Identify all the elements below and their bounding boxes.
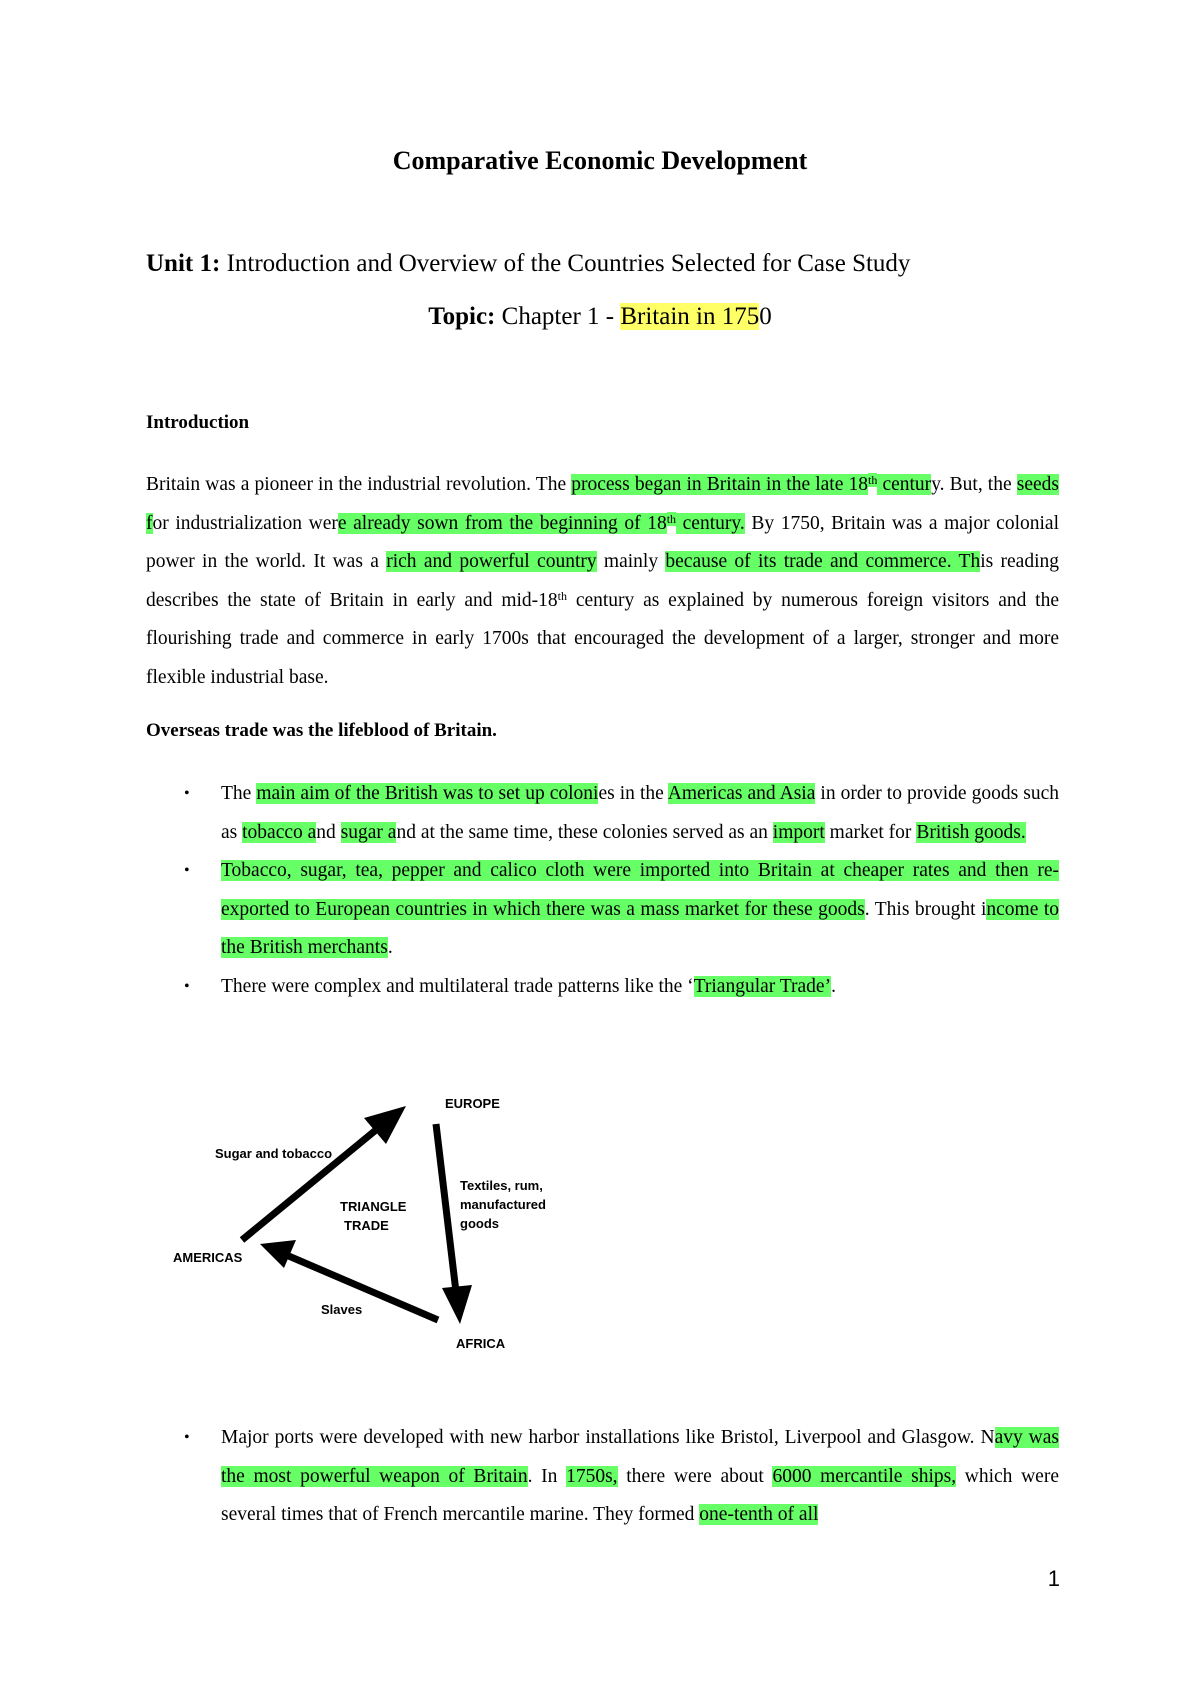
list-item: • Tobacco, sugar, tea, pepper and calico cloth were imported into Britain at cheaper rates and then re-exported to European countries in which there was a mass market for these goods. This brought income to the British merchants. — [146, 852, 1059, 968]
ports-bullet-list — [146, 1419, 1059, 1535]
unit-text: Introduction and Overview of the Countries Selected for Case Study — [220, 250, 911, 277]
textiles-label-line2: manufactured — [460, 1197, 546, 1212]
slaves-label: Slaves — [321, 1302, 363, 1317]
overseas-heading: Overseas trade was the lifeblood of Britain. — [146, 720, 497, 741]
textiles-label-line1: Textiles, rum, — [460, 1178, 543, 1193]
triangle-label-line1: TRIANGLE — [340, 1199, 407, 1214]
sugar-tobacco-label: Sugar and tobacco — [215, 1146, 333, 1161]
textiles-label-line3: goods — [460, 1216, 499, 1231]
africa-label: AFRICA — [456, 1336, 506, 1351]
bullet-icon: • — [184, 1429, 190, 1446]
overseas-bullet-list — [146, 775, 1059, 1007]
introduction-paragraph: Britain was a pioneer in the industrial revolution. The process began in Britain in the late 18th century. But, the seeds for industrialization were already sown from the beginning of 18th century. By 1750, Britain was a major colonial power in the world. It was a rich and powerful country mainly because of its trade and commerce. This reading describes the state of Britain in early and mid-18th century as explained by numerous foreign visitors and the flourishing trade and commerce in early 1700s that encouraged the development of a larger, stronger and more flexible industrial base. — [146, 473, 1059, 688]
europe-label: EUROPE — [445, 1096, 500, 1111]
topic-text: Chapter 1 - — [495, 303, 621, 330]
list-item: • Major ports were developed with new harbor installations like Bristol, Liverpool and Glasgow. Navy was the most powerful weapon of Britain. In 1750s, there were about 6000 mercantile ships, which were several times that of French mercantile marine. They formed one-tenth of all — [146, 1419, 1059, 1535]
unit-heading — [146, 250, 910, 278]
triangle-label-line2: TRADE — [344, 1218, 389, 1233]
triangular-trade-diagram — [160, 1070, 580, 1360]
topic-label: Topic: — [428, 303, 496, 330]
topic-highlight: Britain in 175 — [620, 303, 760, 330]
americas-label: AMERICAS — [173, 1250, 243, 1265]
bullet-icon: • — [184, 977, 190, 995]
page-number: 1 — [1047, 1566, 1060, 1591]
list-item: • There were complex and multilateral trade patterns like the ‘Triangular Trade’. — [146, 968, 1059, 1007]
bullet-icon: • — [184, 862, 190, 880]
introduction-heading: Introduction — [146, 412, 250, 433]
unit-label: Unit 1: — [146, 250, 221, 277]
document-title: Comparative Economic Development — [392, 146, 808, 175]
topic-heading — [0, 303, 1200, 331]
bullet-icon: • — [184, 785, 190, 802]
topic-text-after: 0 — [759, 303, 772, 330]
list-item: • The main aim of the British was to set up colonies in the Americas and Asia in order to provide goods such as tobacco and sugar and at the same time, these colonies served as an import market for British goods. — [146, 775, 1059, 852]
